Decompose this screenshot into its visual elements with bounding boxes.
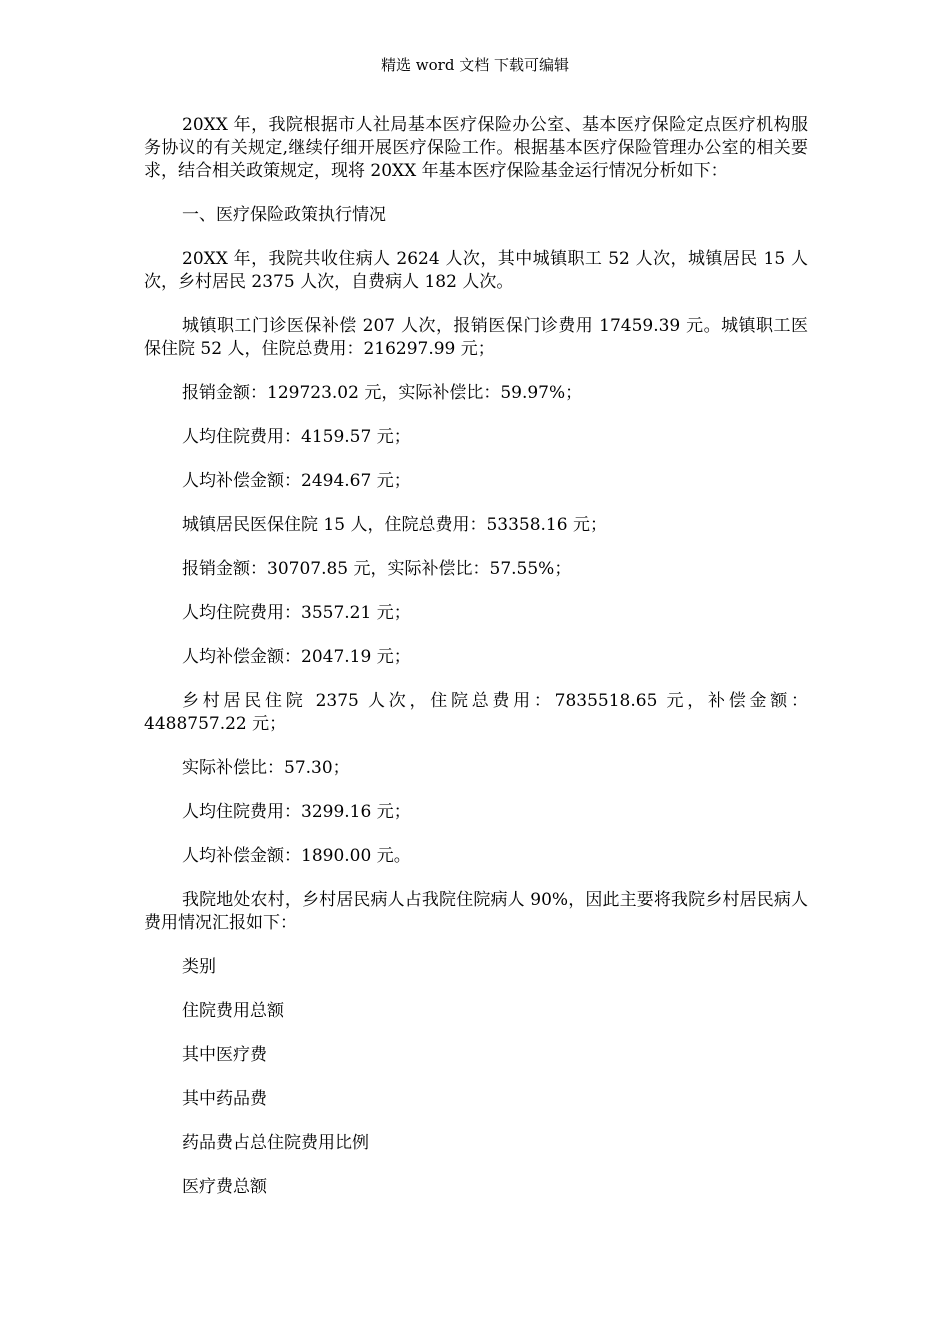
paragraph: 报销金额：30707.85 元，实际补偿比：57.55%； bbox=[182, 559, 572, 579]
paragraph: 人均补偿金额：2494.67 元； bbox=[182, 471, 411, 491]
section-heading: 一、医疗保险政策执行情况 bbox=[182, 205, 386, 225]
paragraph: 人均住院费用：3557.21 元； bbox=[182, 603, 411, 623]
list-item: 其中药品费 bbox=[182, 1089, 267, 1109]
paragraph: 人均住院费用：3299.16 元； bbox=[182, 802, 411, 822]
intro-paragraph: 20XX 年，我院根据市人社局基本医疗保险办公室、基本医疗保险定点医疗机构服务协议的有关规定,继续仔细开展医疗保险工作。根据基本医疗保险管理办公室的相关要求，结合相关政策规定，现将 20XX 年基本医疗保险基金运行情况分析如下： bbox=[144, 115, 808, 181]
list-item: 住院费用总额 bbox=[182, 1001, 284, 1021]
paragraph: 城镇居民医保住院 15 人，住院总费用：53358.16 元； bbox=[182, 515, 607, 535]
paragraph: 报销金额：129723.02 元，实际补偿比：59.97%； bbox=[182, 383, 583, 403]
paragraph: 我院地处农村，乡村居民病人占我院住院病人 90%，因此主要将我院乡村居民病人费用情况汇报如下： bbox=[144, 890, 808, 933]
paragraph: 人均补偿金额：1890.00 元。 bbox=[182, 846, 411, 866]
page-header: 精选 word 文档 下载可编辑 bbox=[381, 56, 569, 74]
paragraph: 实际补偿比：57.30； bbox=[182, 758, 350, 778]
paragraph: 城镇职工门诊医保补偿 207 人次，报销医保门诊费用 17459.39 元。城镇职工医保住院 52 人，住院总费用：216297.99 元； bbox=[144, 316, 808, 359]
paragraph: 人均补偿金额：2047.19 元； bbox=[182, 647, 411, 667]
document-body bbox=[144, 114, 808, 1220]
list-item: 药品费占总住院费用比例 bbox=[182, 1133, 369, 1153]
paragraph: 人均住院费用：4159.57 元； bbox=[182, 427, 411, 447]
list-item: 医疗费总额 bbox=[182, 1177, 267, 1197]
list-item: 类别 bbox=[182, 957, 216, 977]
paragraph: 乡村居民住院 2375 人次，住院总费用：7835518.65 元，补偿金额：4488757.22 元； bbox=[144, 691, 808, 734]
paragraph: 20XX 年，我院共收住病人 2624 人次，其中城镇职工 52 人次，城镇居民 15 人次，乡村居民 2375 人次，自费病人 182 人次。 bbox=[144, 249, 808, 292]
list-item: 其中医疗费 bbox=[182, 1045, 267, 1065]
